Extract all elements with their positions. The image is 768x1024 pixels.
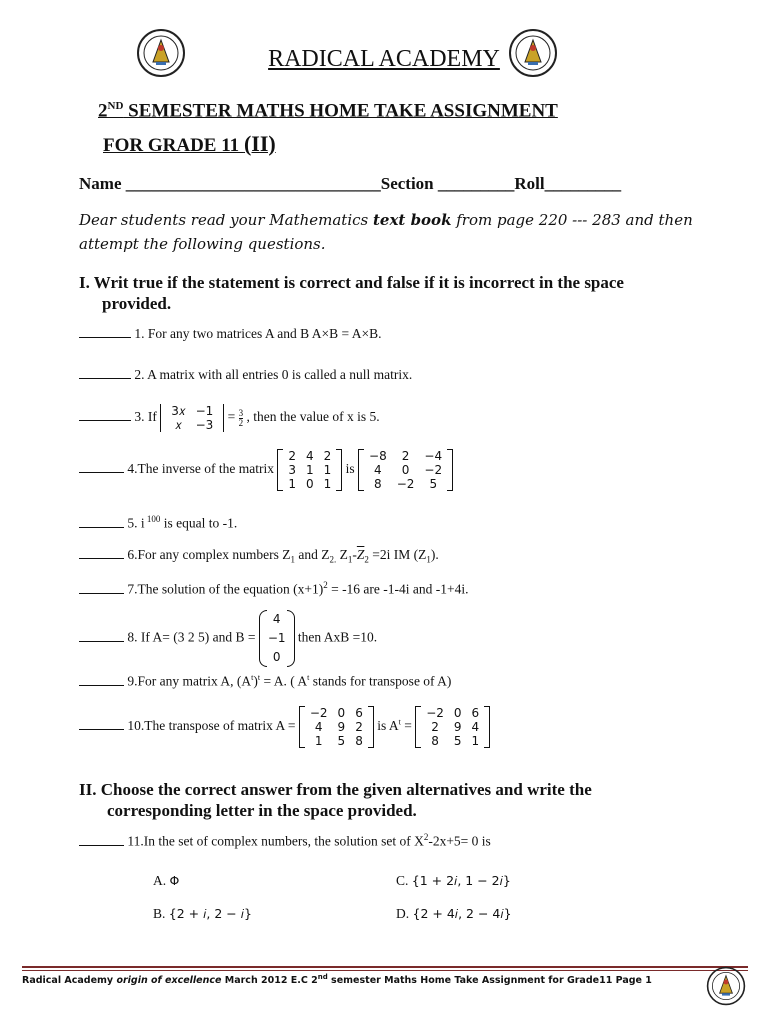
footer-rule bbox=[22, 966, 748, 968]
matrix-transpose-entry: 8 bbox=[431, 734, 439, 748]
assignment-title-line1: 2ND SEMESTER MATHS HOME TAKE ASSIGNMENT bbox=[98, 100, 558, 122]
matrix-transpose-entry: −2 bbox=[426, 706, 444, 720]
option-a[interactable]: A. Φ bbox=[153, 873, 180, 888]
question-2: 2. A matrix with all entries 0 is called a null matrix. bbox=[79, 367, 412, 383]
matrix-inverse-row bbox=[364, 477, 447, 491]
column-vector-row bbox=[267, 648, 287, 667]
matrix-inverse-row bbox=[364, 449, 447, 463]
determinant-row bbox=[166, 418, 218, 432]
matrix-transpose-row bbox=[421, 734, 484, 748]
assignment-title-line2: FOR GRADE 11 (II) bbox=[103, 131, 276, 156]
fraction: $\frac{3}{2}$ bbox=[238, 407, 244, 428]
footer-text: Radical Academy origin of excellence March 2012 E.C 2nd semester Maths Home Take Assignment for Grade11 Page 1 bbox=[22, 973, 652, 987]
column-vector-entry: 4 bbox=[272, 612, 281, 626]
matrix-entry: 1 bbox=[323, 463, 332, 477]
matrix-inverse-entry: −8 bbox=[369, 449, 387, 463]
question-3: 3. If 3𝑥 −1 𝑥 −3 = $\frac{3}{2}$ , then the value of x is 5. bbox=[79, 404, 380, 432]
matrix-transpose-entry: 0 bbox=[453, 706, 462, 720]
answer-blank-9[interactable] bbox=[79, 684, 124, 686]
matrix-entry: 2 bbox=[288, 449, 296, 463]
determinant-row bbox=[166, 404, 218, 418]
answer-blank-7[interactable] bbox=[79, 592, 124, 594]
matrix-A bbox=[277, 449, 342, 491]
matrix-entry: 1 bbox=[288, 477, 296, 491]
matrix-entry: 0 bbox=[305, 477, 314, 491]
question-8: 8. If A= (3 2 5) and B = 4 −1 0 then AxB =10. bbox=[79, 610, 377, 667]
matrix-inverse-entry: 0 bbox=[401, 463, 410, 477]
matrix-transpose-entry: 4 bbox=[471, 720, 480, 734]
answer-blank-5[interactable] bbox=[79, 526, 124, 528]
matrix-entry: 1 bbox=[323, 477, 332, 491]
matrix-entry: 8 bbox=[355, 734, 363, 748]
question-5: 5. i $^{100}$ is equal to -1. bbox=[79, 514, 237, 532]
matrix-entry: 2 bbox=[323, 449, 332, 463]
matrix-transpose-entry: 5 bbox=[453, 734, 462, 748]
question-6: 6.For any complex numbers $Z_1$ and $Z_{2.}$ $Z_1-\overline{Z}_2 =2i$ IM $(Z_1)$. bbox=[79, 547, 439, 565]
matrix-entry: 9 bbox=[337, 720, 346, 734]
matrix-transpose-row bbox=[421, 720, 484, 734]
determinant-entry: −3 bbox=[195, 418, 214, 432]
intro-paragraph: Dear students read your Mathematics text book from page 220 --- 283 and then attempt the following questions. bbox=[79, 211, 693, 253]
option-c[interactable]: C. {1 + 2𝑖, 1 − 2𝑖} bbox=[396, 873, 511, 888]
matrix-inverse-entry: 5 bbox=[429, 477, 438, 491]
determinant-entry: −1 bbox=[195, 404, 214, 418]
question-1: 1. For any two matrices A and B A×B = A×B. bbox=[79, 326, 381, 342]
answer-blank-1[interactable] bbox=[79, 336, 131, 338]
matrix-inverse-entry: −2 bbox=[396, 477, 415, 491]
matrix-row bbox=[283, 449, 336, 463]
matrix-entry: 1 bbox=[314, 734, 323, 748]
answer-blank-4[interactable] bbox=[79, 471, 124, 473]
question-9: 9.For any matrix A, $(A^t)^t = A$. ( $A^t$ stands for transpose of A) bbox=[79, 673, 451, 690]
matrix-inverse bbox=[358, 449, 453, 491]
column-vector-row bbox=[267, 610, 287, 629]
matrix-entry: 5 bbox=[337, 734, 346, 748]
matrix-row bbox=[283, 477, 336, 491]
matrix-entry: 1 bbox=[305, 463, 314, 477]
student-info-fields[interactable]: Name ______________________________Section _________Roll_________ bbox=[79, 174, 622, 193]
column-vector-B bbox=[259, 610, 295, 667]
question-4: 4.The inverse of the matrix 2 4 2 3 1 1 1 0 1 is −8 2 −4 4 0 −2 8 −2 5 bbox=[79, 449, 453, 491]
question-10: 10.The transpose of matrix A = −2 0 6 4 9 2 1 5 8 is $A^t$ = −2 0 6 2 9 4 8 5 1 bbox=[79, 706, 490, 748]
section2-heading: II. Choose the correct answer from the given alternatives and write the corresponding letter in the space provided. bbox=[79, 780, 592, 820]
matrix-row bbox=[305, 720, 368, 734]
answer-blank-10[interactable] bbox=[79, 728, 124, 730]
section1-heading: I. Writ true if the statement is correct and false if it is incorrect in the space provided. bbox=[79, 273, 624, 313]
matrix-inverse-entry: 4 bbox=[374, 463, 382, 477]
matrix-entry: 4 bbox=[314, 720, 323, 734]
option-b[interactable]: B. {2 + 𝑖, 2 − 𝑖} bbox=[153, 906, 252, 921]
matrix-A-q10 bbox=[299, 706, 374, 748]
matrix-transpose-entry: 6 bbox=[471, 706, 480, 720]
question-11: 11.In the set of complex numbers, the solution set of $X^2-2x+5= 0$ is bbox=[79, 832, 491, 850]
column-vector-entry: 0 bbox=[272, 650, 281, 664]
school-seal-logo-footer bbox=[706, 966, 746, 1006]
matrix-inverse-entry: −2 bbox=[424, 463, 443, 477]
matrix-row bbox=[305, 706, 368, 720]
determinant-entry: 3𝑥 bbox=[171, 404, 186, 418]
option-d[interactable]: D. {2 + 4𝑖, 2 − 4𝑖} bbox=[396, 906, 512, 921]
answer-blank-8[interactable] bbox=[79, 640, 124, 642]
answer-blank-3[interactable] bbox=[79, 419, 131, 421]
answer-blank-6[interactable] bbox=[79, 557, 124, 559]
question-7: 7.The solution of the equation $(x+1)^2 = -16$ are -1-4i and -1+4i. bbox=[79, 580, 469, 598]
matrix-row bbox=[283, 463, 336, 477]
matrix-transpose-entry: 1 bbox=[471, 734, 480, 748]
matrix-transpose-entry: 2 bbox=[431, 720, 439, 734]
matrix-inverse-entry: 8 bbox=[374, 477, 382, 491]
column-vector-entry: −1 bbox=[267, 631, 286, 645]
matrix-inverse-entry: 2 bbox=[401, 449, 410, 463]
matrix-entry: 4 bbox=[305, 449, 314, 463]
matrix-entry: 0 bbox=[337, 706, 346, 720]
matrix-entry: −2 bbox=[309, 706, 328, 720]
page-title: RADICAL ACADEMY bbox=[268, 46, 500, 72]
footer-rule-thin bbox=[22, 970, 748, 971]
matrix-entry: 3 bbox=[288, 463, 296, 477]
determinant-entry: 𝑥 bbox=[175, 418, 182, 432]
matrix-A-transpose bbox=[415, 706, 490, 748]
matrix-inverse-entry: −4 bbox=[424, 449, 443, 463]
matrix-transpose-row bbox=[421, 706, 484, 720]
matrix-inverse-row bbox=[364, 463, 447, 477]
answer-blank-2[interactable] bbox=[79, 377, 131, 379]
matrix-transpose-entry: 9 bbox=[453, 720, 462, 734]
determinant bbox=[160, 404, 224, 432]
column-vector-row bbox=[267, 629, 287, 648]
matrix-entry: 2 bbox=[355, 720, 363, 734]
answer-blank-11[interactable] bbox=[79, 844, 124, 846]
matrix-row bbox=[305, 734, 368, 748]
matrix-entry: 6 bbox=[355, 706, 363, 720]
